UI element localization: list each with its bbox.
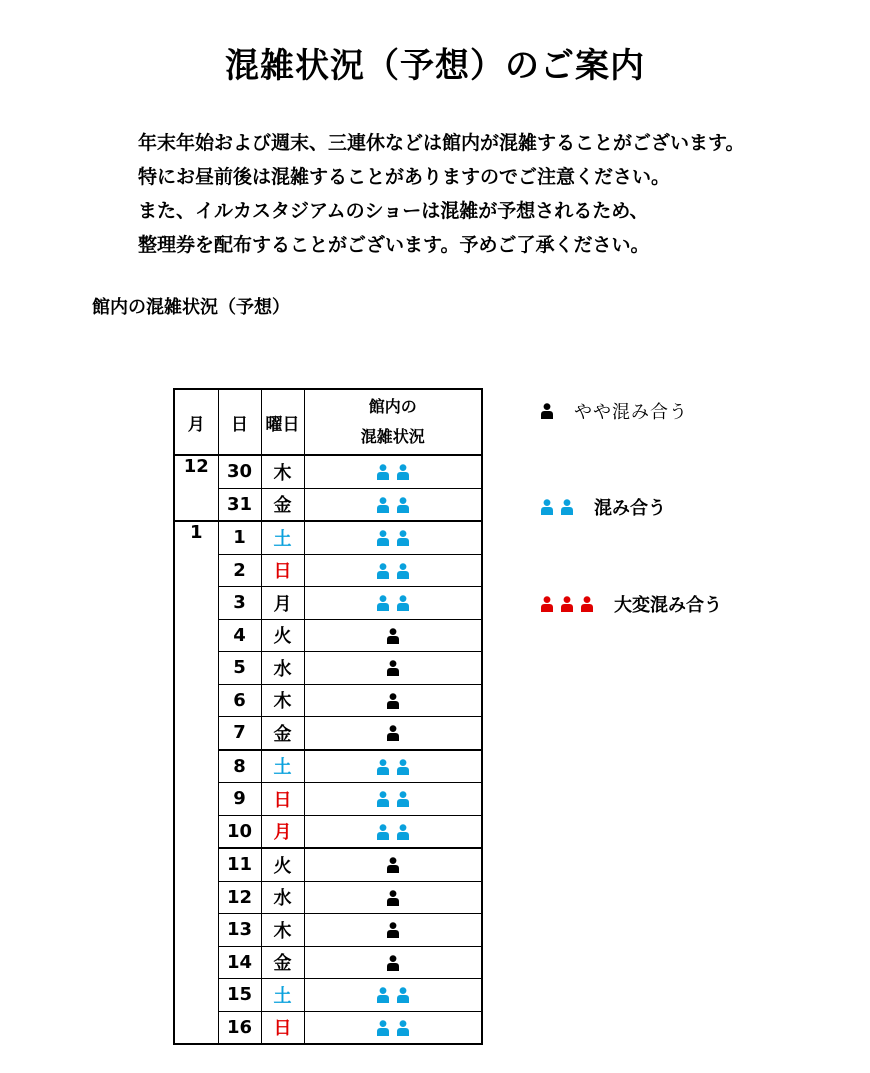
day-cell: 6 <box>218 684 261 717</box>
legend-label: 大変混み合う <box>614 595 722 616</box>
header-month: 月 <box>174 389 218 455</box>
person-icon <box>560 596 574 612</box>
person-icon <box>396 497 410 513</box>
day-cell: 30 <box>218 455 261 488</box>
crowd-status-cell <box>304 488 482 521</box>
table-row <box>174 946 482 979</box>
page-title: 混雑状況（予想）のご案内 <box>225 46 645 86</box>
header-status-line: 混雑状況 <box>360 427 425 446</box>
person-icon <box>376 791 390 807</box>
table-row <box>174 587 482 620</box>
table-header-row <box>174 389 482 455</box>
person-icon <box>396 595 410 611</box>
month-cell: 1 <box>174 521 218 1044</box>
intro-line: また、イルカスタジアムのショーは混雑が予想されるため、 <box>138 200 649 222</box>
person-icon <box>386 922 400 938</box>
person-icon <box>376 464 390 480</box>
weekday-cell: 金 <box>261 488 304 521</box>
table-row <box>174 1011 482 1044</box>
crowd-status-cell <box>304 881 482 914</box>
person-icon <box>376 595 390 611</box>
crowd-level-icons <box>386 857 400 873</box>
crowd-status-cell <box>304 1011 482 1044</box>
intro-text <box>138 126 863 262</box>
legend-label: やや混み合う <box>574 402 688 423</box>
person-icon <box>376 759 390 775</box>
person-icon <box>386 725 400 741</box>
day-cell: 13 <box>218 914 261 947</box>
weekday-cell: 木 <box>261 684 304 717</box>
crowd-level-icons <box>376 497 410 513</box>
crowd-level-icons <box>386 660 400 676</box>
crowd-level-icons <box>376 791 410 807</box>
legend-item <box>540 591 722 617</box>
table-row <box>174 455 482 488</box>
person-icon <box>580 596 594 612</box>
day-cell: 14 <box>218 946 261 979</box>
weekday-cell: 月 <box>261 815 304 848</box>
month-cell: 12 <box>174 455 218 521</box>
crowd-level-icons <box>376 824 410 840</box>
intro-line: 整理券を配布することがございます。予めご了承ください。 <box>138 234 650 256</box>
weekday-cell: 水 <box>261 652 304 685</box>
day-cell: 8 <box>218 750 261 783</box>
crowd-status-cell <box>304 750 482 783</box>
table-row <box>174 914 482 947</box>
person-icon <box>386 857 400 873</box>
weekday-cell: 金 <box>261 717 304 750</box>
intro-line: 特にお昼前後は混雑することがありますのでご注意ください。 <box>138 166 671 188</box>
weekday-cell: 土 <box>261 750 304 783</box>
person-icon <box>540 596 554 612</box>
crowd-status-cell <box>304 914 482 947</box>
crowd-status-cell <box>304 946 482 979</box>
person-icon <box>376 987 390 1003</box>
person-icon <box>396 791 410 807</box>
weekday-cell: 月 <box>261 587 304 620</box>
crowd-level-icons <box>386 890 400 906</box>
header-status-line: 館内の <box>368 397 417 416</box>
crowd-level-icons <box>540 499 574 515</box>
person-icon <box>386 955 400 971</box>
table-row <box>174 521 482 554</box>
person-icon <box>376 824 390 840</box>
day-cell: 16 <box>218 1011 261 1044</box>
person-icon <box>540 403 554 419</box>
person-icon <box>540 499 554 515</box>
crowd-status-cell <box>304 783 482 816</box>
day-cell: 2 <box>218 554 261 587</box>
weekday-cell: 木 <box>261 914 304 947</box>
table-row <box>174 848 482 881</box>
header-dow: 曜日 <box>261 389 304 455</box>
table-row <box>174 750 482 783</box>
crowd-status-cell <box>304 652 482 685</box>
header-day: 日 <box>218 389 261 455</box>
intro-line: 年末年始および週末、三連休などは館内が混雑することがございます。 <box>138 132 745 154</box>
person-icon <box>376 530 390 546</box>
table-row <box>174 554 482 587</box>
crowd-status-cell <box>304 815 482 848</box>
table-row <box>174 815 482 848</box>
crowd-level-icons <box>376 987 410 1003</box>
day-cell: 3 <box>218 587 261 620</box>
person-icon <box>376 497 390 513</box>
table-row <box>174 684 482 717</box>
header-status <box>304 389 482 455</box>
crowd-status-cell <box>304 684 482 717</box>
section-heading: 館内の混雑状況（予想） <box>92 297 290 318</box>
weekday-cell: 火 <box>261 619 304 652</box>
person-icon <box>396 563 410 579</box>
crowd-status-cell <box>304 717 482 750</box>
person-icon <box>396 759 410 775</box>
table-row <box>174 652 482 685</box>
crowd-status-cell <box>304 554 482 587</box>
person-icon <box>376 563 390 579</box>
day-cell: 7 <box>218 717 261 750</box>
person-icon <box>386 890 400 906</box>
day-cell: 12 <box>218 881 261 914</box>
crowd-level-icons <box>376 1020 410 1036</box>
person-icon <box>386 693 400 709</box>
crowd-status-cell <box>304 979 482 1012</box>
day-cell: 10 <box>218 815 261 848</box>
weekday-cell: 火 <box>261 848 304 881</box>
weekday-cell: 日 <box>261 783 304 816</box>
crowd-status-cell <box>304 587 482 620</box>
table-row <box>174 979 482 1012</box>
person-icon <box>396 1020 410 1036</box>
day-cell: 9 <box>218 783 261 816</box>
day-cell: 31 <box>218 488 261 521</box>
crowd-level-icons <box>386 725 400 741</box>
person-icon <box>386 628 400 644</box>
crowd-level-icons <box>376 530 410 546</box>
table-row <box>174 783 482 816</box>
crowd-level-icons <box>386 693 400 709</box>
weekday-cell: 日 <box>261 1011 304 1044</box>
crowd-level-icons <box>386 628 400 644</box>
weekday-cell: 金 <box>261 946 304 979</box>
day-cell: 4 <box>218 619 261 652</box>
crowd-status-cell <box>304 455 482 488</box>
table-row <box>174 488 482 521</box>
weekday-cell: 土 <box>261 979 304 1012</box>
person-icon <box>386 660 400 676</box>
crowd-status-cell <box>304 619 482 652</box>
crowd-level-icons <box>376 563 410 579</box>
person-icon <box>396 530 410 546</box>
crowd-status-cell <box>304 521 482 554</box>
person-icon <box>560 499 574 515</box>
crowd-level-icons <box>376 759 410 775</box>
legend-label: 混み合う <box>594 498 666 519</box>
crowd-level-icons <box>540 596 594 612</box>
person-icon <box>396 987 410 1003</box>
crowd-table <box>173 388 483 1045</box>
table-row <box>174 619 482 652</box>
table-body <box>174 455 482 1044</box>
day-cell: 11 <box>218 848 261 881</box>
crowd-level-icons <box>386 955 400 971</box>
crowd-status-cell <box>304 848 482 881</box>
day-cell: 5 <box>218 652 261 685</box>
crowd-level-icons <box>386 922 400 938</box>
table-row <box>174 881 482 914</box>
weekday-cell: 土 <box>261 521 304 554</box>
crowd-level-icons <box>376 595 410 611</box>
crowd-level-icons <box>376 464 410 480</box>
weekday-cell: 木 <box>261 455 304 488</box>
person-icon <box>376 1020 390 1036</box>
weekday-cell: 日 <box>261 554 304 587</box>
table-row <box>174 717 482 750</box>
day-cell: 15 <box>218 979 261 1012</box>
person-icon <box>396 824 410 840</box>
day-cell: 1 <box>218 521 261 554</box>
legend-item <box>540 494 666 520</box>
crowd-level-icons <box>540 403 554 419</box>
person-icon <box>396 464 410 480</box>
weekday-cell: 水 <box>261 881 304 914</box>
legend-item <box>540 398 688 424</box>
